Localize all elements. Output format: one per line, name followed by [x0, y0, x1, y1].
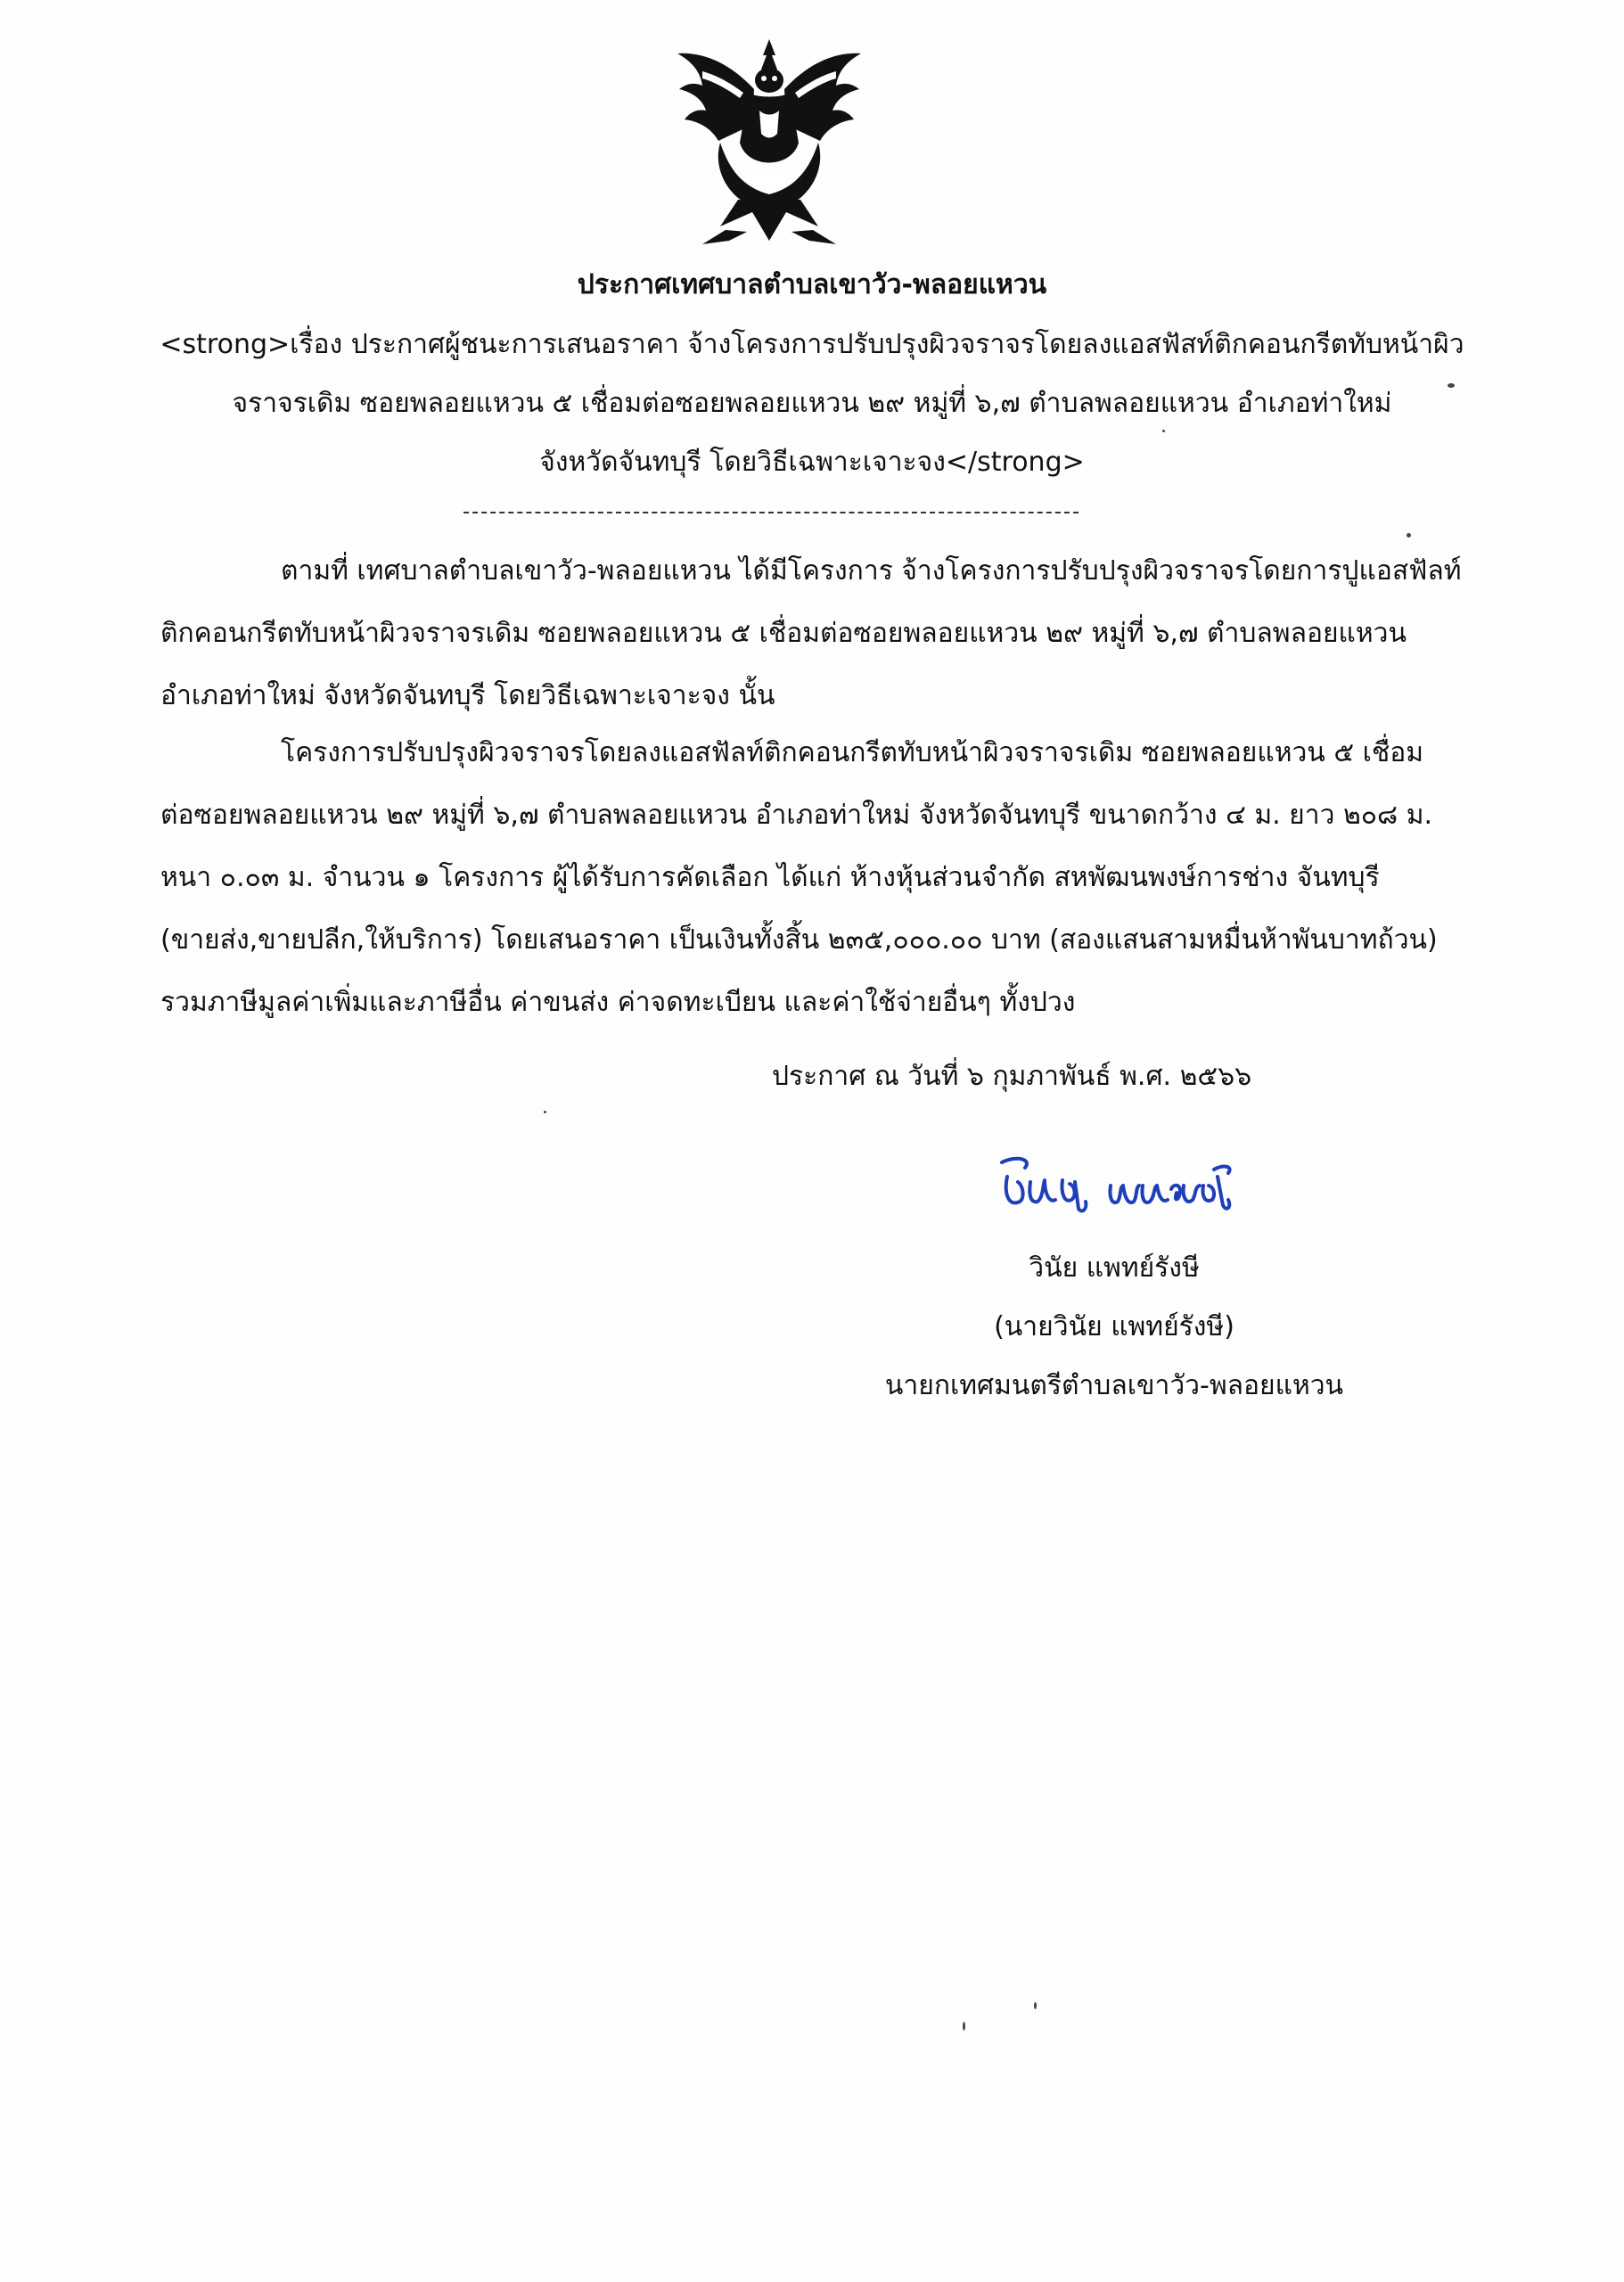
- paragraph-line: อำเภอท่าใหม่ จังหวัดจันทบุรี โดยวิธีเฉพาะเจาะจง นั้น: [160, 680, 775, 711]
- document-title: ประกาศเทศบาลตำบลเขาวัว-พลอยแหวน: [577, 269, 1047, 300]
- paragraph-intro: [160, 540, 1462, 727]
- paragraph-line: ติกคอนกรีตทับหน้าผิวจราจรเดิม ซอยพลอยแหวน ๕ เชื่อมต่อซอยพลอยแหวน ๒๙ หมู่ที่ ๖,๗ ตำบลพลอยแหวน: [160, 618, 1407, 649]
- signer-position: นายกเทศมนตรีตำบลเขาวัว-พลอยแหวน: [884, 1370, 1344, 1401]
- scan-speck: [1448, 383, 1455, 388]
- signer-full-name: (นายวินัย แพทย์รังษี): [994, 1311, 1234, 1342]
- signer-name: วินัย แพทย์รังษี: [1029, 1252, 1200, 1284]
- announcement-date: ประกาศ ณ วันที่ ๖ กุมภาพันธ์ พ.ศ. ๒๕๖๖: [772, 1061, 1252, 1092]
- subject-line: จราจรเดิม ซอยพลอยแหวน ๕ เชื่อมต่อซอยพลอยแหวน ๒๙ หมู่ที่ ๖,๗ ตำบลพลอยแหวน อำเภอท่าใหม่: [232, 388, 1392, 419]
- scan-speck: [963, 2022, 965, 2031]
- scan-speck: [1162, 430, 1165, 432]
- scan-speck: [1034, 2002, 1037, 2009]
- subject-line: จังหวัดจันทบุรี โดยวิธีเฉพาะเจาะจง</strong>: [539, 447, 1085, 478]
- section-divider: [463, 512, 1079, 513]
- garuda-emblem-icon: [667, 36, 872, 254]
- paragraph-line: ตามที่ เทศบาลตำบลเขาวัว-พลอยแหวน ได้มีโครงการ จ้างโครงการปรับปรุงผิวจราจรโดยการปูแอสฟัลท์: [281, 555, 1462, 587]
- paragraph-line: รวมภาษีมูลค่าเพิ่มและภาษีอื่น ค่าขนส่ง ค่าจดทะเบียน และค่าใช้จ่ายอื่นๆ ทั้งปวง: [160, 987, 1076, 1018]
- subject-line: <strong>เรื่อง ประกาศผู้ชนะการเสนอราคา จ้างโครงการปรับปรุงผิวจราจรโดยลงแอสฟัสท์ติกคอนกรีตทับหน้าผิว: [160, 329, 1464, 360]
- paragraph-line: (ขายส่ง,ขายปลีก,ให้บริการ) โดยเสนอราคา เป็นเงินทั้งสิ้น ๒๓๕,๐๐๐.๐๐ บาท (สองแสนสามหมื่นห้าพันบาทถ้วน): [160, 924, 1438, 956]
- paragraph-line: ต่อซอยพลอยแหวน ๒๙ หมู่ที่ ๖,๗ ตำบลพลอยแหวน อำเภอท่าใหม่ จังหวัดจันทบุรี ขนาดกว้าง ๔ ม. ยาว ๒๐๘ ม.: [160, 800, 1433, 831]
- paragraph-line: โครงการปรับปรุงผิวจราจรโดยลงแอสฟัลท์ติกคอนกรีตทับหน้าผิวจราจรเดิม ซอยพลอยแหวน ๕ เชื่อม: [281, 737, 1424, 768]
- signature-block: [802, 1239, 1426, 1416]
- handwritten-signature: [989, 1150, 1248, 1230]
- scan-speck: [1407, 533, 1411, 538]
- subject-block: [134, 316, 1490, 492]
- paragraph-line: หนา ๐.๐๓ ม. จำนวน ๑ โครงการ ผู้ได้รับการคัดเลือก ได้แก่ ห้างหุ้นส่วนจำกัด สหพัฒนพงษ์การช่าง จันทบุรี: [160, 862, 1380, 893]
- paragraph-winner: [160, 722, 1438, 1034]
- scan-speck: [544, 1111, 546, 1113]
